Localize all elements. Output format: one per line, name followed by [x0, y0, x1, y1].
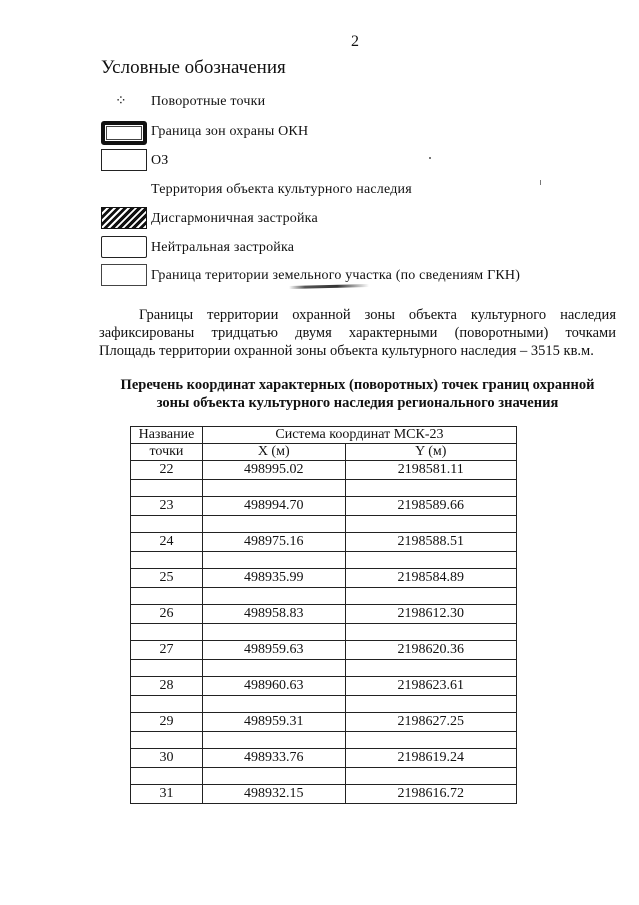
point-cell: 30	[131, 749, 203, 768]
table-spacer-row	[131, 696, 517, 713]
table-row	[131, 749, 517, 768]
y-cell: 2198581.11	[345, 461, 517, 480]
table-spacer-row	[131, 660, 517, 677]
point-cell: 26	[131, 605, 203, 624]
y-cell: 2198620.36	[345, 641, 517, 660]
scan-speck	[540, 180, 541, 185]
y-cell: 2198589.66	[345, 497, 517, 516]
y-cell: 2198612.30	[345, 605, 517, 624]
point-cell: 31	[131, 785, 203, 804]
x-cell: 498995.02	[202, 461, 345, 480]
legend-label-heritage-territory: Территория объекта культурного наследия	[151, 182, 412, 197]
point-cell: 28	[131, 677, 203, 696]
legend-label-points: Поворотные точки	[151, 94, 266, 109]
point-cell: 22	[131, 461, 203, 480]
y-cell: 2198584.89	[345, 569, 517, 588]
legend-label-okn-boundary: Граница зон охраны ОКН	[151, 124, 309, 139]
legend-label-land-plot: Граница територии земельного участка (по сведениям ГКН)	[151, 268, 521, 283]
paragraph-line-3: Площадь территории охранной зоны объекта культурного наследия – 3515 кв.м.	[99, 343, 594, 359]
header-y: Y (м)	[345, 444, 517, 461]
table-row	[131, 461, 517, 480]
point-cell: 27	[131, 641, 203, 660]
header-point-name: Название	[131, 427, 203, 444]
paragraph-line-2: зафиксированы тридцатью двумя характерными (поворотными) точками	[99, 325, 616, 341]
scan-speck	[429, 157, 431, 159]
table-header-row	[131, 444, 517, 461]
land-plot-symbol	[101, 264, 147, 286]
hatched-symbol	[101, 207, 147, 229]
y-cell: 2198627.25	[345, 713, 517, 732]
header-point-name-2: точки	[131, 444, 203, 461]
table-row	[131, 497, 517, 516]
table-header-row	[131, 427, 517, 444]
point-cell: 24	[131, 533, 203, 552]
table-row	[131, 785, 517, 804]
y-cell: 2198623.61	[345, 677, 517, 696]
header-coordinate-system: Система координат МСК-23	[202, 427, 516, 444]
table-row	[131, 677, 517, 696]
okn-boundary-symbol	[101, 121, 147, 145]
x-cell: 498959.63	[202, 641, 345, 660]
table-heading	[99, 376, 616, 412]
table-heading-line-1: Перечень координат характерных (поворотных) точек границ охранной	[120, 377, 595, 393]
table-heading-line-2: зоны объекта культурного наследия регионального значения	[156, 395, 559, 411]
legend-label-oz: ОЗ	[151, 153, 169, 168]
table-spacer-row	[131, 516, 517, 533]
page-number: 2	[351, 33, 359, 50]
table-row	[131, 713, 517, 732]
table-row	[131, 533, 517, 552]
table-row	[131, 641, 517, 660]
x-cell: 498958.83	[202, 605, 345, 624]
x-cell: 498994.70	[202, 497, 345, 516]
legend-label-disharmonious: Дисгармоничная застройка	[151, 211, 318, 226]
x-cell: 498959.31	[202, 713, 345, 732]
table-spacer-row	[131, 624, 517, 641]
description-paragraph	[99, 306, 616, 360]
paragraph-line-1: Границы территории охранной зоны объекта культурного наследия	[139, 307, 616, 323]
x-cell: 498935.99	[202, 569, 345, 588]
table-spacer-row	[131, 552, 517, 569]
x-cell: 498932.15	[202, 785, 345, 804]
table-spacer-row	[131, 588, 517, 605]
table-row	[131, 605, 517, 624]
point-cell: 25	[131, 569, 203, 588]
table-spacer-row	[131, 480, 517, 497]
table-row	[131, 569, 517, 588]
point-cell: 29	[131, 713, 203, 732]
neutral-symbol	[101, 236, 147, 258]
pen-mark	[289, 284, 369, 289]
oz-symbol	[101, 149, 147, 171]
x-cell: 498933.76	[202, 749, 345, 768]
coordinates-table	[130, 426, 517, 804]
y-cell: 2198619.24	[345, 749, 517, 768]
x-cell: 498960.63	[202, 677, 345, 696]
y-cell: 2198616.72	[345, 785, 517, 804]
y-cell: 2198588.51	[345, 533, 517, 552]
legend-title: Условные обозначения	[101, 57, 286, 78]
point-cell: 23	[131, 497, 203, 516]
legend-label-neutral: Нейтральная застройка	[151, 240, 295, 255]
x-cell: 498975.16	[202, 533, 345, 552]
points-icon: ⁘	[115, 94, 127, 109]
header-x: X (м)	[202, 444, 345, 461]
table-spacer-row	[131, 732, 517, 749]
table-spacer-row	[131, 768, 517, 785]
